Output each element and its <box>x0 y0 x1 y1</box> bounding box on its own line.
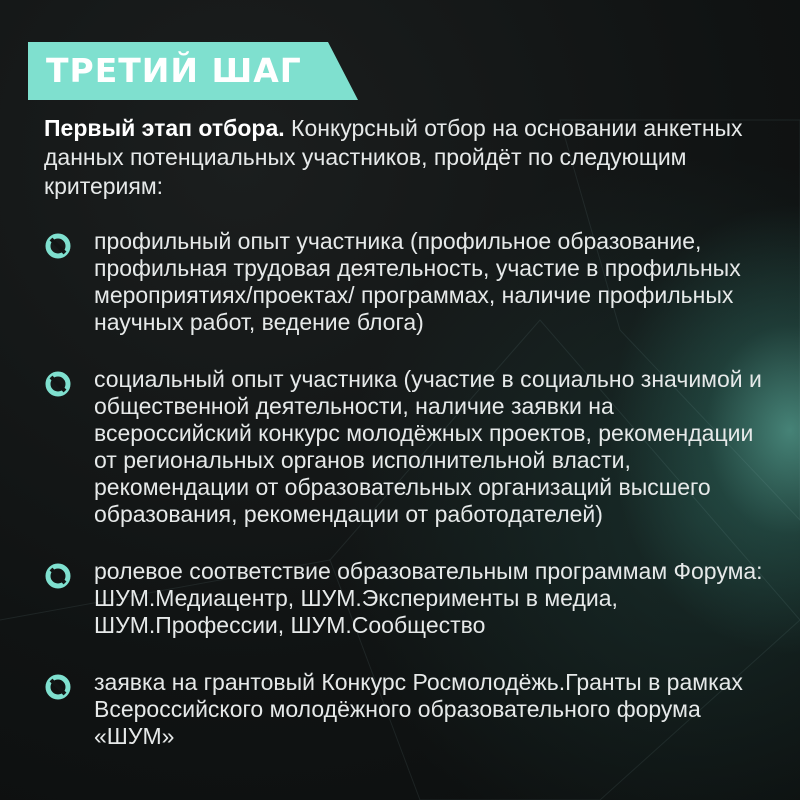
step-title: ТРЕТИЙ ШАГ <box>46 51 302 90</box>
circle-slash-icon <box>44 370 72 398</box>
criteria-text: ролевое соответствие образовательным программам Форума: ШУМ.Медиацентр, ШУМ.Эксперименты в медиа, ШУМ.Профессии, ШУМ.Сообщество <box>94 558 763 638</box>
circle-slash-icon <box>44 673 72 701</box>
criteria-text: заявка на грантовый Конкурс Росмолодёжь.Гранты в рамках Всероссийского молодёжного образовательного форума «ШУМ» <box>94 669 743 749</box>
criteria-list <box>44 228 764 780</box>
intro-text: Конкурсный отбор на основании анкетных данных потенциальных участников, пройдёт по следующим критериям: <box>44 115 743 199</box>
criteria-item <box>44 669 764 750</box>
criteria-item <box>44 228 764 336</box>
criteria-item <box>44 558 764 639</box>
circle-slash-icon <box>44 232 72 260</box>
intro-lead: Первый этап отбора. <box>44 115 285 141</box>
step-banner <box>28 42 358 100</box>
circle-slash-icon <box>44 562 72 590</box>
intro-paragraph <box>44 114 764 201</box>
criteria-text: социальный опыт участника (участие в социально значимой и общественной деятельности, наличие заявки на всероссийский конкурс молодёжных проектов, рекомендации от региональных органов исполнительной власти, рекомендации от образовательных организаций высшего образования, рекомендации от работодателей) <box>94 366 762 527</box>
criteria-text: профильный опыт участника (профильное образование, профильная трудовая деятельность, участие в профильных мероприятиях/проектах/ программах, наличие профильных научных работ, ведение блога) <box>94 228 741 335</box>
criteria-item <box>44 366 764 528</box>
